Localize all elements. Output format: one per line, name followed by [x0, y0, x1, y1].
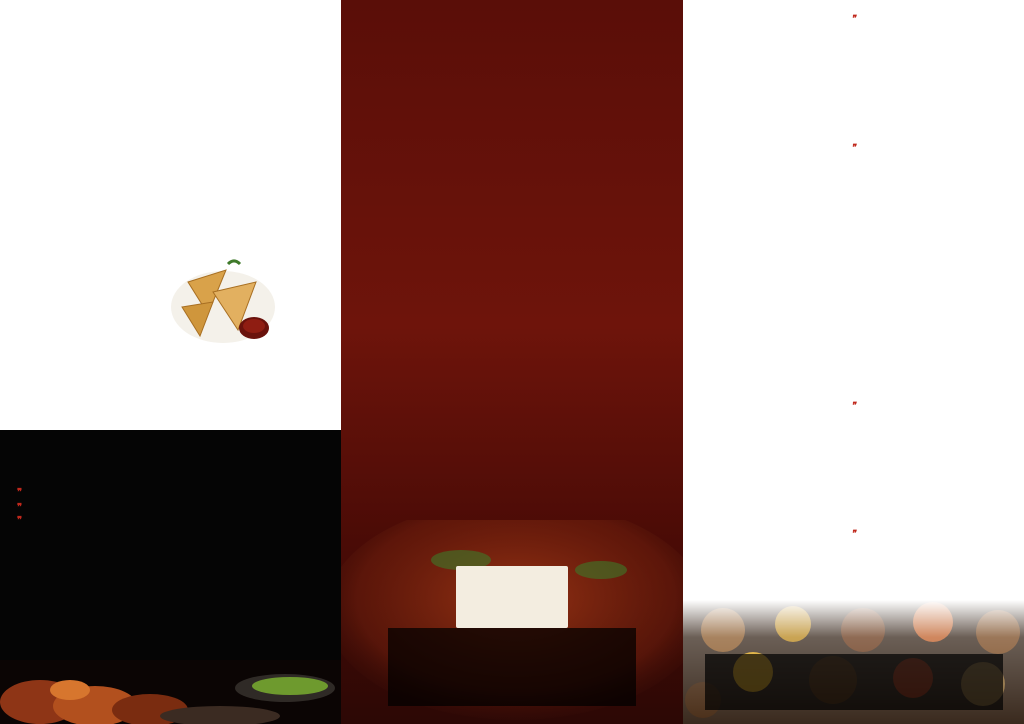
menu-item-row [17, 502, 323, 513]
menu-item-name-group [17, 487, 22, 498]
menu-item-row [17, 515, 323, 526]
garlic-subtitle-line-2 [683, 13, 1024, 24]
jalfrezi-subtitle [683, 400, 1024, 411]
balti-section [683, 142, 1024, 153]
left-panel [0, 0, 341, 724]
dietary-notice [705, 654, 1003, 710]
chili-icon: ❞ [17, 487, 23, 498]
korai-subtitle [683, 528, 1024, 539]
hygiene-notice [388, 628, 636, 706]
samosa-plate-image [168, 252, 278, 347]
starters-list [17, 32, 323, 42]
korai-section [683, 528, 1024, 539]
tandoori-list [17, 485, 323, 532]
chili-icon: ❞ [851, 400, 856, 410]
menu-item [17, 502, 323, 513]
chili-icon: ❞ [851, 142, 856, 152]
menu-item-row [17, 487, 323, 498]
starters-section [0, 0, 341, 430]
chili-icon: ❞ [851, 13, 856, 23]
chili-icon: ❞ [17, 502, 23, 513]
jalfrezi-subtitle-line-2 [683, 400, 1024, 411]
menu-item [17, 515, 323, 526]
chili-icon: ❞ [17, 515, 23, 526]
menu-item [17, 487, 323, 498]
jalfrezi-section [683, 400, 1024, 411]
garlic-subtitle [683, 13, 1024, 24]
restaurant-logo [456, 566, 568, 628]
chicken-tikka-image [0, 660, 341, 724]
right-panel [683, 0, 1024, 724]
balti-subtitle [683, 142, 1024, 153]
menu-item-name-group [17, 502, 22, 513]
korai-subtitle-line-1 [683, 528, 1024, 539]
garlic-section [683, 13, 1024, 24]
balti-subtitle-line-2 [683, 142, 1024, 153]
chili-icon: ❞ [851, 528, 856, 538]
menu-item-name-group [17, 515, 22, 526]
